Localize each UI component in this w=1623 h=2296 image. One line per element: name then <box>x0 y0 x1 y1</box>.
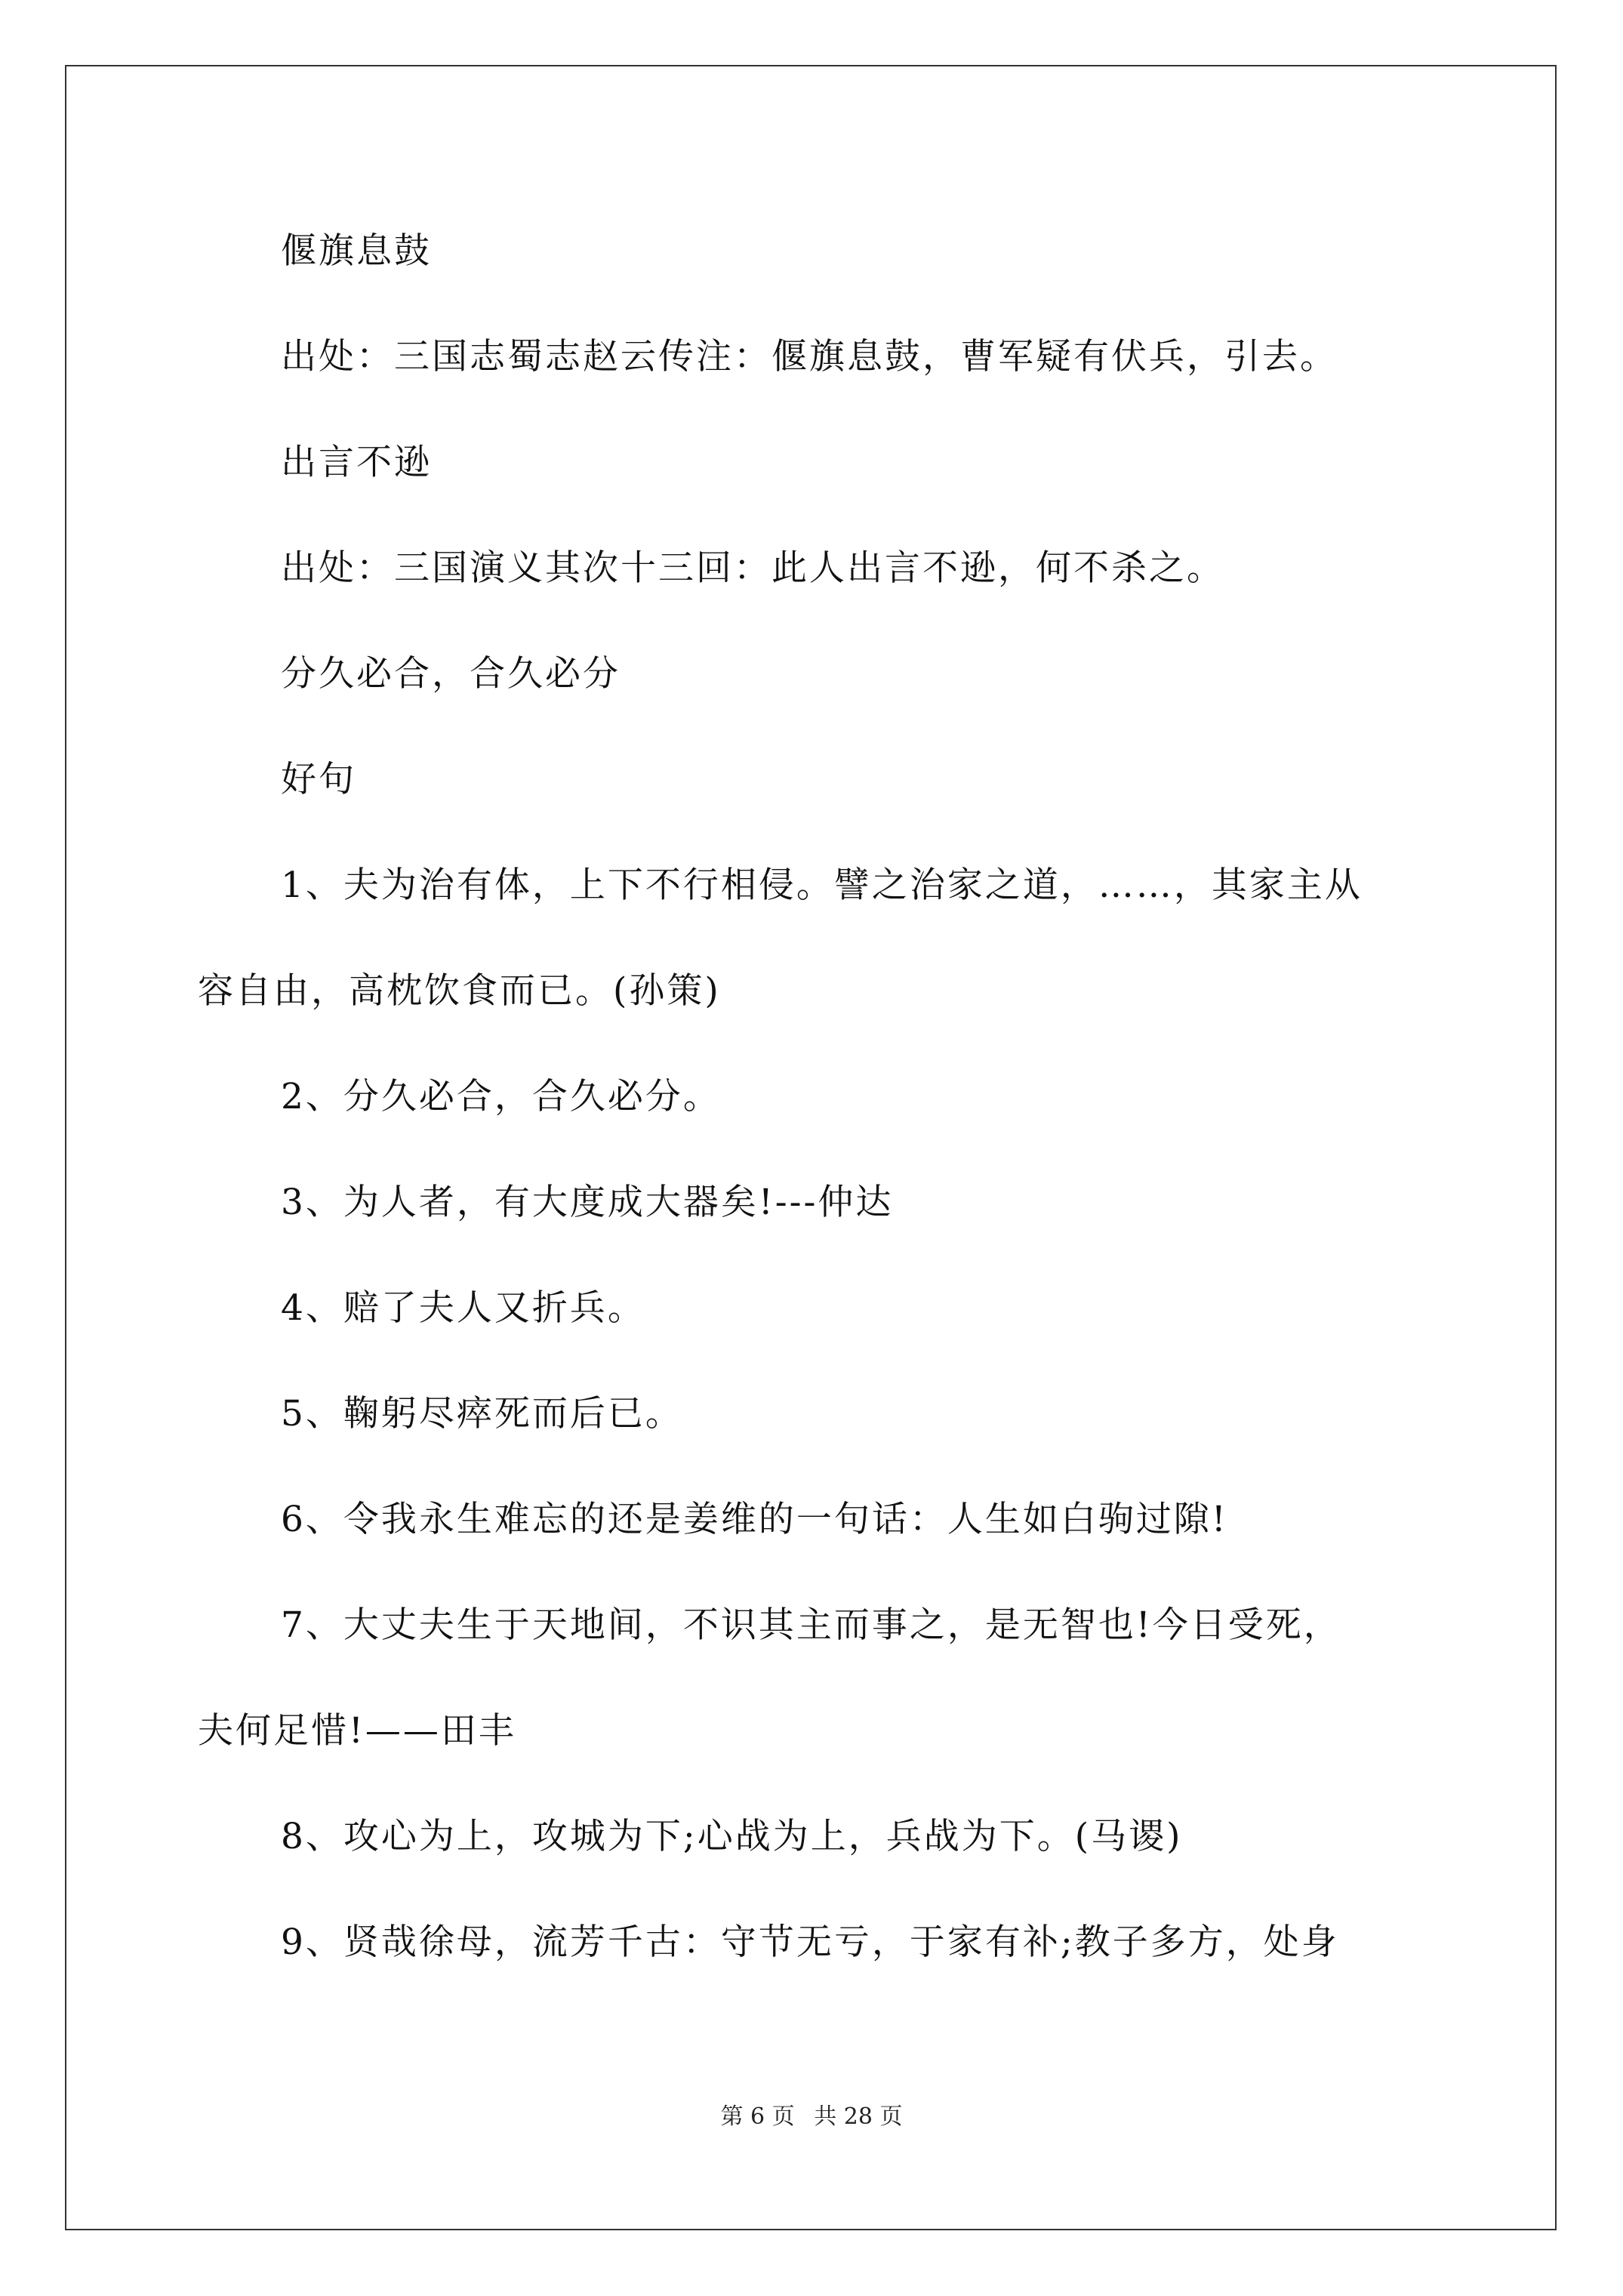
list-item: 9、贤哉徐母，流芳千古：守节无亏，于家有补;教子多方，处身 <box>281 1922 1339 1963</box>
page-border <box>65 65 1557 2230</box>
heading-idiom: 出言不逊 <box>281 442 432 483</box>
heading-idiom: 分久必合，合久必分 <box>281 653 621 695</box>
paragraph: 出处：三国志蜀志赵云传注：偃旗息鼓，曹军疑有伏兵，引去。 <box>281 336 1338 378</box>
list-item: 5、鞠躬尽瘁死而后已。 <box>281 1393 683 1435</box>
list-item-continuation: 夫何足惜!——田丰 <box>198 1710 516 1752</box>
list-item: 2、分久必合，合久必分。 <box>281 1076 721 1117</box>
list-item: 1、夫为治有体，上下不行相侵。譬之治家之道，……，其家主从 <box>281 864 1363 906</box>
paragraph: 出处：三国演义其次十三回：此人出言不逊，何不杀之。 <box>281 547 1224 589</box>
heading-idiom: 偃旗息鼓 <box>281 230 432 272</box>
list-item: 6、令我永生难忘的还是姜维的一句话：人生如白驹过隙! <box>281 1499 1228 1540</box>
list-item: 8、攻心为上，攻城为下;心战为上，兵战为下。(马谡) <box>281 1816 1183 1857</box>
list-item: 3、为人者，有大度成大器矣!---仲达 <box>281 1182 894 1223</box>
list-item-continuation: 容自由，高枕饮食而已。(孙策) <box>198 970 721 1012</box>
page-total: 共 28 页 <box>814 2103 903 2130</box>
list-item: 7、大丈夫生于天地间，不识其主而事之，是无智也!今日受死， <box>281 1604 1341 1646</box>
page-footer <box>0 2097 1623 2131</box>
list-item: 4、赔了夫人又折兵。 <box>281 1287 645 1329</box>
section-heading: 好句 <box>281 759 356 800</box>
page-number: 第 6 页 <box>720 2103 795 2130</box>
